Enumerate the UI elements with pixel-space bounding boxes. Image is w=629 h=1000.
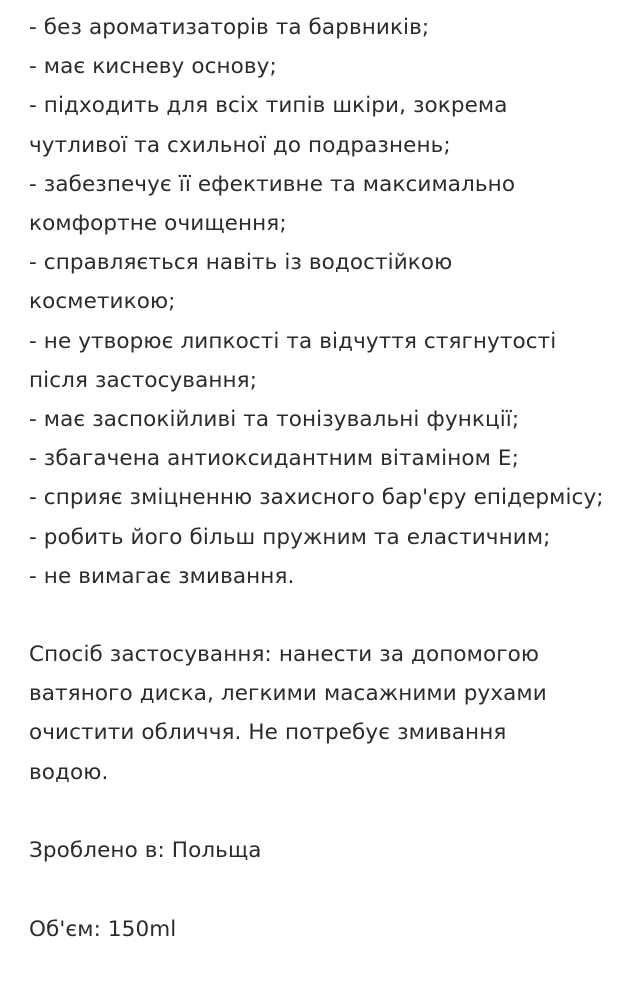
feature-item: - не утворює липкості та відчуття стягнутості після застосування;	[29, 328, 557, 393]
feature-item: - збагачена антиоксидантним вітаміном Е;	[29, 446, 519, 472]
feature-item: - робить його більш пружним та еластичним;	[29, 524, 551, 550]
feature-item: - підходить для всіх типів шкіри, зокрема чутливої та схильної до подразнень;	[29, 93, 508, 158]
spacer	[29, 596, 605, 635]
feature-list	[29, 8, 605, 596]
spacer	[29, 792, 605, 831]
product-volume: Об'єм: 150ml	[29, 917, 177, 943]
usage-instructions: Спосіб застосування: нанести за допомогою ватяного диска, легкими масажними рухами очистити обличчя. Не потребує змивання водою.	[29, 642, 547, 785]
spacer	[29, 870, 605, 910]
country-of-origin: Зроблено в: Польща	[29, 837, 262, 863]
feature-item: - справляється навіть із водостійкою косметикою;	[29, 250, 453, 315]
feature-item: - забезпечує її ефективне та максимально комфортне очищення;	[29, 171, 516, 237]
feature-item: - сприяє зміцненню захисного бар'єру епідермісу;	[29, 485, 604, 511]
feature-item: - має кисневу основу;	[29, 54, 277, 80]
feature-item: - має заспокійливі та тонізувальні функції;	[29, 407, 520, 433]
feature-item: - без ароматизаторів та барвників;	[29, 15, 430, 40]
feature-item: - не вимагає змивання.	[29, 563, 295, 589]
